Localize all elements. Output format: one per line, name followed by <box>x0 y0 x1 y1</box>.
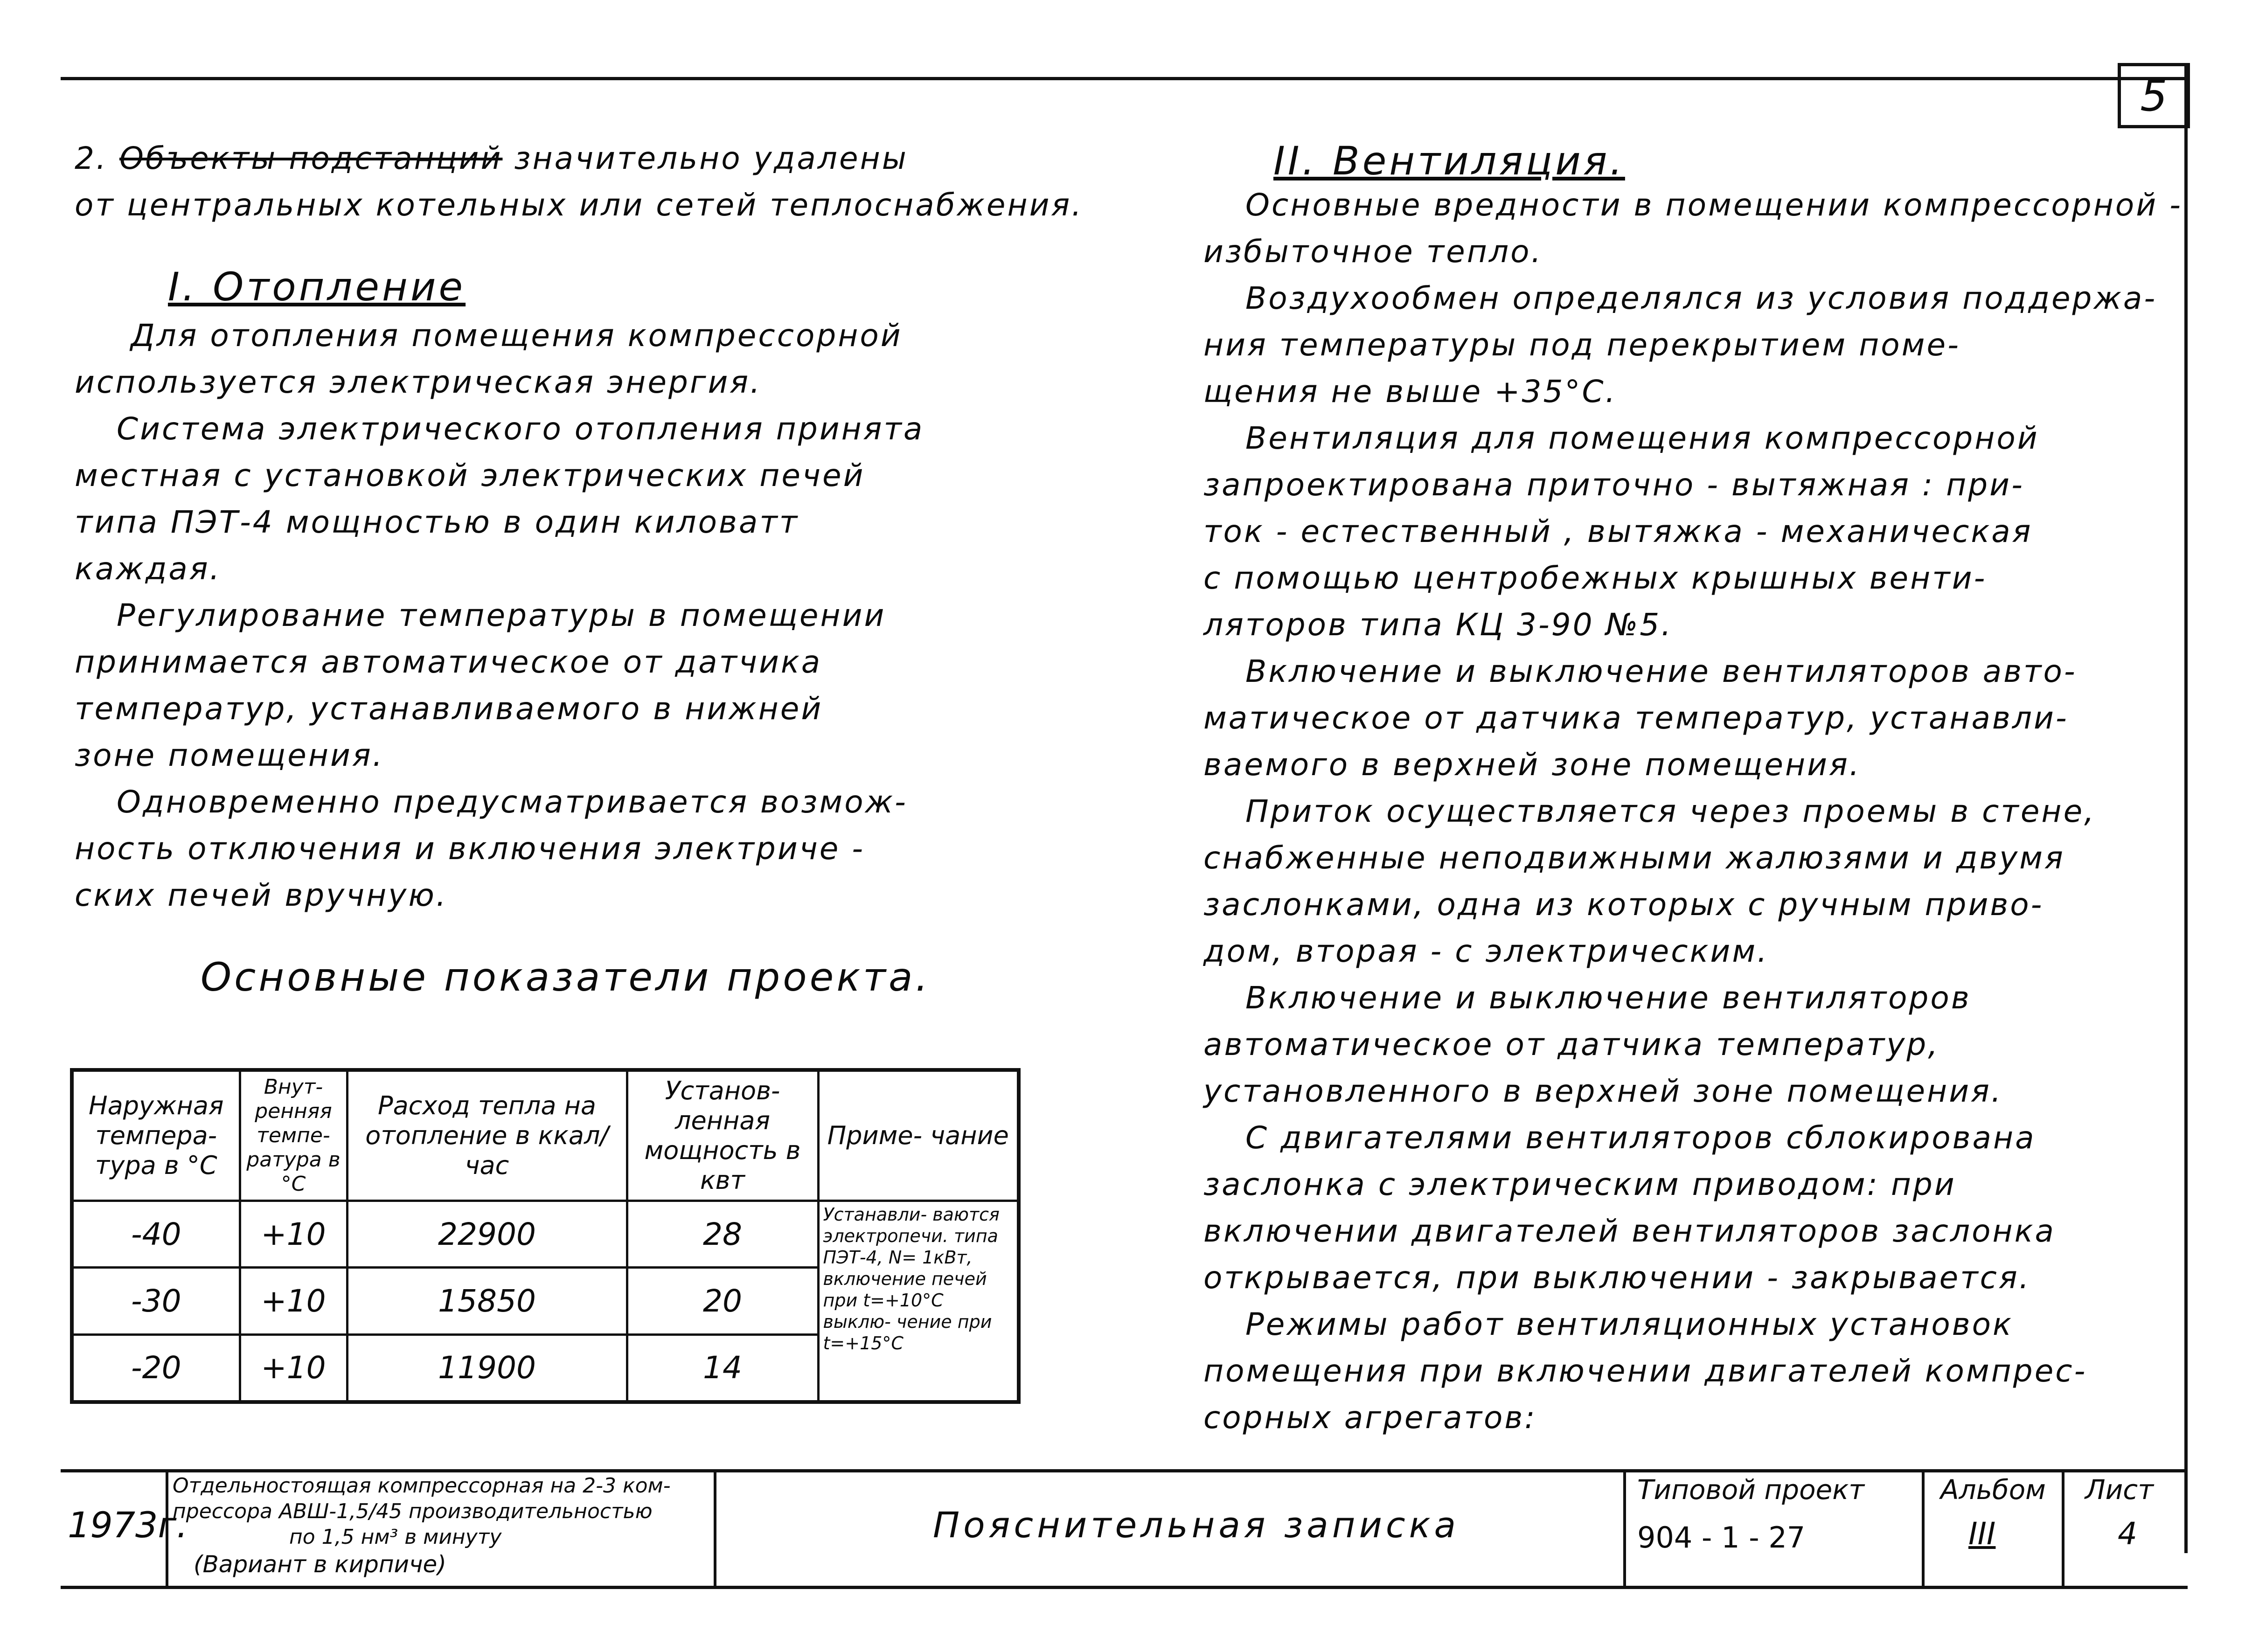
right-frame-line <box>2184 63 2188 1553</box>
heating-line: используется электрическая энергия. <box>75 364 762 400</box>
sheet-corner-number: 5 <box>2118 63 2190 128</box>
table-cell: +10 <box>240 1268 347 1334</box>
ventilation-line: дом, вторая - с электрическим. <box>1203 933 1769 969</box>
table-cell: -40 <box>72 1201 240 1268</box>
heating-line: Система электрического отопления принята <box>117 411 924 447</box>
ventilation-line: запроектирована приточно - вытяжная : при- <box>1203 467 2024 503</box>
item2-line-2: от центральных котельных или сетей теплоснабжения. <box>75 187 1084 223</box>
typical-project-label: Типовой проект <box>1637 1474 1865 1506</box>
ventilation-line: матическое от датчика температур, устанавли- <box>1203 700 2069 736</box>
ventilation-line: С двигателями вентиляторов сблокирована <box>1245 1120 2036 1156</box>
ventilation-line: ток - естественный , вытяжка - механическая <box>1203 514 2033 549</box>
project-description-line: по 1,5 нм³ в минуту <box>289 1525 502 1549</box>
table-cell: +10 <box>240 1201 347 1268</box>
heating-line: зоне помещения. <box>75 737 384 773</box>
table-cell: 15850 <box>347 1268 627 1334</box>
right-column <box>1203 135 2183 1441</box>
header-note: Приме- чание <box>818 1070 1019 1201</box>
document-title: Пояснительная записка <box>933 1504 1460 1546</box>
title-block-divider <box>714 1469 716 1588</box>
sheet-value: 4 <box>2118 1516 2137 1552</box>
ventilation-line: Воздухообмен определялся из условия поддержа- <box>1245 280 2157 316</box>
heating-line: Регулирование температуры в помещении <box>117 597 886 633</box>
ventilation-line: включении двигателей вентиляторов заслонка <box>1203 1213 2056 1249</box>
project-description-line: Отдельностоящая компрессорная на 2-3 ком- <box>173 1474 671 1498</box>
table-cell: +10 <box>240 1334 347 1402</box>
heating-line: Одновременно предусматривается возмож- <box>117 784 908 820</box>
table-cell: 28 <box>627 1201 818 1268</box>
ventilation-heading-text: II. Вентиляция. <box>1273 138 1625 184</box>
heating-line: местная с установкой электрических печей <box>75 458 865 493</box>
header-heat-consumption: Расход тепла на отопление в ккал/час <box>347 1070 627 1201</box>
ventilation-line: ваемого в верхней зоне помещения. <box>1203 747 1861 783</box>
left-column <box>75 135 1084 1003</box>
project-description-line: прессора АВШ-1,5/45 производительностью <box>173 1499 653 1523</box>
heating-line: Для отопления помещения компрессорной <box>131 318 903 354</box>
project-description-line: (Вариант в кирпиче) <box>194 1551 446 1578</box>
item2-line-1: 2. Объекты подстанций значительно удалены <box>75 140 908 176</box>
title-block-divider <box>2062 1469 2064 1588</box>
heating-line: температур, устанавливаемого в нижней <box>75 691 823 727</box>
ventilation-line: сорных агрегатов: <box>1203 1400 1537 1436</box>
sheet-label: Лист <box>2085 1474 2154 1506</box>
ventilation-line: заслонка с электрическим приводом: при <box>1203 1166 1956 1202</box>
title-block-divider <box>1922 1469 1925 1588</box>
table-cell: -20 <box>72 1334 240 1402</box>
indicators-heading: Основные показатели проекта. <box>201 954 931 1000</box>
heating-line: принимается автоматическое от датчика <box>75 644 822 680</box>
header-inside-temp: Внут- ренняя темпе- ратура в °С <box>240 1070 347 1201</box>
ventilation-line: Вентиляция для помещения компрессорной <box>1245 420 2039 456</box>
album-value: III <box>1968 1516 1996 1552</box>
table-cell: 14 <box>627 1334 818 1402</box>
ventilation-line: заслонками, одна из которых с ручным приво- <box>1203 887 2044 923</box>
header-outside-temp: Наружная темпера- тура в °С <box>72 1070 240 1201</box>
table-cell: -30 <box>72 1268 240 1334</box>
ventilation-line: помещения при включении двигателей компрес- <box>1203 1353 2087 1389</box>
ventilation-line: Включение и выключение вентиляторов авто- <box>1245 653 2077 689</box>
title-block-divider <box>1623 1469 1626 1588</box>
heating-heading: I. Отопление <box>168 264 466 310</box>
heating-line: ность отключения и включения электриче - <box>75 831 865 867</box>
ventilation-line: открывается, при выключении - закрывается. <box>1203 1260 2031 1296</box>
ventilation-line: Режимы работ вентиляционных установок <box>1245 1306 2013 1342</box>
heating-line: типа ПЭТ-4 мощностью в один киловатт <box>75 504 799 540</box>
table-note-cell: Устанавли- ваются электропечи. типа ПЭТ-4, N= 1кВт, включение печей при t=+10°С выклю- чение при t=+15°С <box>818 1201 1019 1402</box>
year-stamp: 1973г. <box>68 1504 188 1546</box>
indicators-table <box>70 1068 1021 1404</box>
ventilation-line: Основные вредности в помещении компрессорной - <box>1245 187 2183 223</box>
table-cell: 20 <box>627 1268 818 1334</box>
header-installed-power: Установ- ленная мощность в квт <box>627 1070 818 1201</box>
ventilation-line: ляторов типа КЦ 3-90 №5. <box>1203 607 1673 643</box>
ventilation-line: Включение и выключение вентиляторов <box>1245 980 1971 1016</box>
album-label: Альбом <box>1940 1474 2046 1506</box>
ventilation-line: автоматическое от датчика температур, <box>1203 1027 1940 1062</box>
table-cell: 11900 <box>347 1334 627 1402</box>
ventilation-line: снабженные неподвижными жалюзями и двумя <box>1203 840 2065 876</box>
ventilation-heading <box>1203 135 2136 182</box>
ventilation-line: Приток осуществляется через проемы в стене, <box>1245 793 2096 829</box>
typical-project-number: 904 - 1 - 27 <box>1637 1520 1806 1555</box>
ventilation-line: ния температуры под перекрытием поме- <box>1203 327 1960 363</box>
heating-line: ских печей вручную. <box>75 877 448 913</box>
heating-line: каждая. <box>75 551 222 587</box>
table-cell: 22900 <box>347 1201 627 1268</box>
ventilation-line: избыточное тепло. <box>1203 234 1543 270</box>
struck-text: Объекты подстанций <box>119 140 503 176</box>
title-block-bottom-line <box>61 1586 2188 1589</box>
ventilation-text <box>1203 182 2183 1441</box>
ventilation-line: установленного в верхней зоне помещения. <box>1203 1073 2003 1109</box>
ventilation-line: щения не выше +35°С. <box>1203 374 1617 410</box>
ventilation-line: с помощью центробежных крышных венти- <box>1203 560 1987 596</box>
top-frame-line <box>61 77 2188 80</box>
title-block-top-line <box>61 1469 2188 1472</box>
